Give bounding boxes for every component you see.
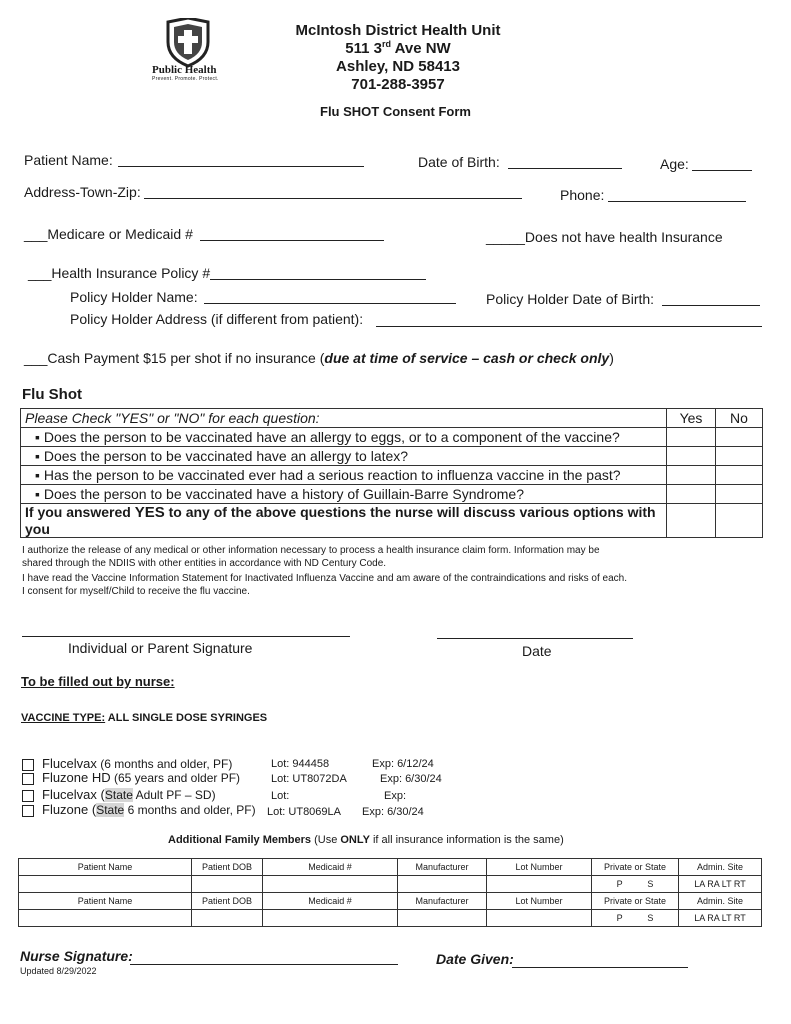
individual-signature-field[interactable] bbox=[22, 636, 350, 637]
address-field[interactable] bbox=[144, 198, 522, 199]
date-given-field[interactable] bbox=[512, 967, 688, 968]
yes-checkbox[interactable] bbox=[667, 466, 716, 485]
auth-line-1: I authorize the release of any medical or other information necessary to process a health insurance claim form. Information may be bbox=[22, 545, 600, 556]
question-row: ▪ Has the person to be vaccinated ever had a serious reaction to influenza vaccine in the past? bbox=[21, 466, 667, 485]
org-name: McIntosh District Health Unit bbox=[295, 22, 501, 39]
col-header: Manufacturer bbox=[398, 893, 487, 910]
table-header-row bbox=[19, 859, 762, 876]
medicare-label: ___Medicare or Medicaid # bbox=[24, 226, 193, 242]
col-header: Patient Name bbox=[19, 893, 192, 910]
empty-cell bbox=[667, 504, 716, 538]
checkbox[interactable] bbox=[22, 773, 34, 785]
medicaid-cell[interactable] bbox=[263, 876, 398, 893]
private-state-cell[interactable]: P S bbox=[592, 876, 679, 893]
dob-cell[interactable] bbox=[192, 910, 263, 927]
individual-signature-label: Individual or Parent Signature bbox=[68, 640, 253, 656]
vaccine-type: VACCINE TYPE: ALL SINGLE DOSE SYRINGES bbox=[21, 712, 268, 724]
col-header: Private or State bbox=[592, 893, 679, 910]
nurse-signature-field[interactable] bbox=[130, 964, 398, 965]
patient-name-label: Patient Name: bbox=[24, 152, 113, 168]
question-row: ▪ Does the person to be vaccinated have a history of Guillain-Barre Syndrome? bbox=[21, 485, 667, 504]
form-title: Flu SHOT Consent Form bbox=[320, 104, 471, 119]
vaccine-lot: Lot: UT8072DA bbox=[271, 773, 347, 785]
policy-label: ___Health Insurance Policy # bbox=[28, 265, 211, 281]
admin-site-cell[interactable]: LA RA LT RT bbox=[679, 910, 762, 927]
col-header: Lot Number bbox=[487, 893, 592, 910]
signature-date-label: Date bbox=[522, 643, 552, 659]
phone-field[interactable] bbox=[608, 201, 746, 202]
instruction-cell: Please Check "YES" or "NO" for each question: bbox=[21, 409, 667, 428]
holder-address-label: Policy Holder Address (if different from patient): bbox=[70, 311, 364, 327]
name-cell[interactable] bbox=[19, 876, 192, 893]
auth-line-4: I consent for myself/Child to receive the flu vaccine. bbox=[22, 586, 250, 597]
signature-date-field[interactable] bbox=[437, 638, 633, 639]
checkbox[interactable] bbox=[22, 805, 34, 817]
private-state-cell[interactable]: P S bbox=[592, 910, 679, 927]
admin-site-cell[interactable]: LA RA LT RT bbox=[679, 876, 762, 893]
name-cell[interactable] bbox=[19, 910, 192, 927]
vaccine-exp: Exp: bbox=[384, 790, 407, 802]
lot-cell[interactable] bbox=[487, 910, 592, 927]
holder-address-field[interactable] bbox=[376, 326, 762, 327]
org-phone: 701-288-3957 bbox=[351, 76, 445, 93]
yes-note: If you answered YES to any of the above questions the nurse will discuss various options with you bbox=[21, 504, 667, 538]
vaccine-exp: Exp: 6/12/24 bbox=[372, 758, 434, 770]
no-checkbox[interactable] bbox=[716, 485, 763, 504]
vaccine-exp: Exp: 6/30/24 bbox=[362, 806, 424, 818]
holder-dob-label: Policy Holder Date of Birth: bbox=[486, 291, 655, 307]
empty-cell bbox=[716, 504, 763, 538]
family-members-title: Additional Family Members (Use ONLY if all insurance information is the same) bbox=[168, 834, 564, 846]
holder-dob-field[interactable] bbox=[662, 305, 760, 306]
policy-field[interactable] bbox=[210, 279, 426, 280]
updated-date: Updated 8/29/2022 bbox=[20, 966, 97, 976]
col-header: Admin. Site bbox=[679, 859, 762, 876]
vaccine-lot: Lot: bbox=[271, 790, 290, 802]
age-label: Age: bbox=[660, 156, 689, 172]
no-checkbox[interactable] bbox=[716, 428, 763, 447]
vaccine-lot: Lot: UT8069LA bbox=[267, 806, 341, 818]
phone-label: Phone: bbox=[560, 187, 605, 203]
logo-tagline: Prevent. Promote. Protect. bbox=[152, 76, 219, 82]
dob-field[interactable] bbox=[508, 168, 622, 169]
nurse-section-title: To be filled out by nurse: bbox=[21, 674, 175, 689]
vaccine-lot: Lot: 944458 bbox=[271, 758, 330, 770]
dob-label: Date of Birth: bbox=[418, 154, 500, 170]
no-checkbox[interactable] bbox=[716, 447, 763, 466]
col-header: Patient DOB bbox=[192, 893, 263, 910]
question-row: ▪ Does the person to be vaccinated have an allergy to latex? bbox=[21, 447, 667, 466]
col-header: Admin. Site bbox=[679, 893, 762, 910]
holder-name-label: Policy Holder Name: bbox=[70, 289, 198, 305]
cash-payment-line: ___Cash Payment $15 per shot if no insurance (due at time of service – cash or check only) bbox=[24, 350, 614, 366]
yes-checkbox[interactable] bbox=[667, 485, 716, 504]
yes-header: Yes bbox=[667, 409, 716, 428]
nurse-signature-label: Nurse Signature: bbox=[20, 948, 133, 964]
auth-line-3: I have read the Vaccine Information Statement for Inactivated Influenza Vaccine and am aware of the contraindications and risks of each. bbox=[22, 573, 627, 584]
flu-questions-table bbox=[20, 408, 763, 538]
col-header: Patient DOB bbox=[192, 859, 263, 876]
no-insurance-label[interactable]: _____Does not have health Insurance bbox=[486, 229, 723, 245]
col-header: Private or State bbox=[592, 859, 679, 876]
family-members-table bbox=[18, 858, 762, 927]
col-header: Medicaid # bbox=[263, 859, 398, 876]
yes-checkbox[interactable] bbox=[667, 428, 716, 447]
table-row bbox=[19, 910, 762, 927]
manufacturer-cell[interactable] bbox=[398, 910, 487, 927]
address-label: Address-Town-Zip: bbox=[24, 184, 141, 200]
checkbox[interactable] bbox=[22, 790, 34, 802]
vaccine-exp: Exp: 6/30/24 bbox=[380, 773, 442, 785]
table-header-row bbox=[19, 893, 762, 910]
age-field[interactable] bbox=[692, 170, 752, 171]
no-checkbox[interactable] bbox=[716, 466, 763, 485]
holder-name-field[interactable] bbox=[204, 303, 456, 304]
patient-name-field[interactable] bbox=[118, 166, 364, 167]
no-header: No bbox=[716, 409, 763, 428]
table-row bbox=[19, 876, 762, 893]
flu-shot-heading: Flu Shot bbox=[22, 386, 82, 403]
col-header: Patient Name bbox=[19, 859, 192, 876]
auth-line-2: shared through the NDIIS with other entities in accordance with ND Century Code. bbox=[22, 558, 387, 569]
col-header: Lot Number bbox=[487, 859, 592, 876]
yes-checkbox[interactable] bbox=[667, 447, 716, 466]
date-given-label: Date Given: bbox=[436, 951, 514, 967]
org-address: 511 3rd Ave NW bbox=[345, 39, 451, 57]
manufacturer-cell[interactable] bbox=[398, 876, 487, 893]
vaccine-option[interactable]: Fluzone (State 6 months and older, PF) bbox=[22, 802, 256, 817]
vaccine-option[interactable]: Fluzone HD (65 years and older PF) bbox=[22, 770, 240, 785]
question-row: ▪ Does the person to be vaccinated have an allergy to eggs, or to a component of the vaccine? bbox=[21, 428, 667, 447]
vaccine-option[interactable]: Flucelvax (State Adult PF – SD) bbox=[22, 787, 216, 802]
logo-text: Public Health bbox=[152, 64, 217, 76]
medicaid-cell[interactable] bbox=[263, 910, 398, 927]
col-header: Medicaid # bbox=[263, 893, 398, 910]
lot-cell[interactable] bbox=[487, 876, 592, 893]
org-city: Ashley, ND 58413 bbox=[336, 58, 460, 75]
col-header: Manufacturer bbox=[398, 859, 487, 876]
medicare-field[interactable] bbox=[200, 240, 384, 241]
vaccine-option[interactable]: Flucelvax (6 months and older, PF) bbox=[22, 756, 232, 771]
dob-cell[interactable] bbox=[192, 876, 263, 893]
